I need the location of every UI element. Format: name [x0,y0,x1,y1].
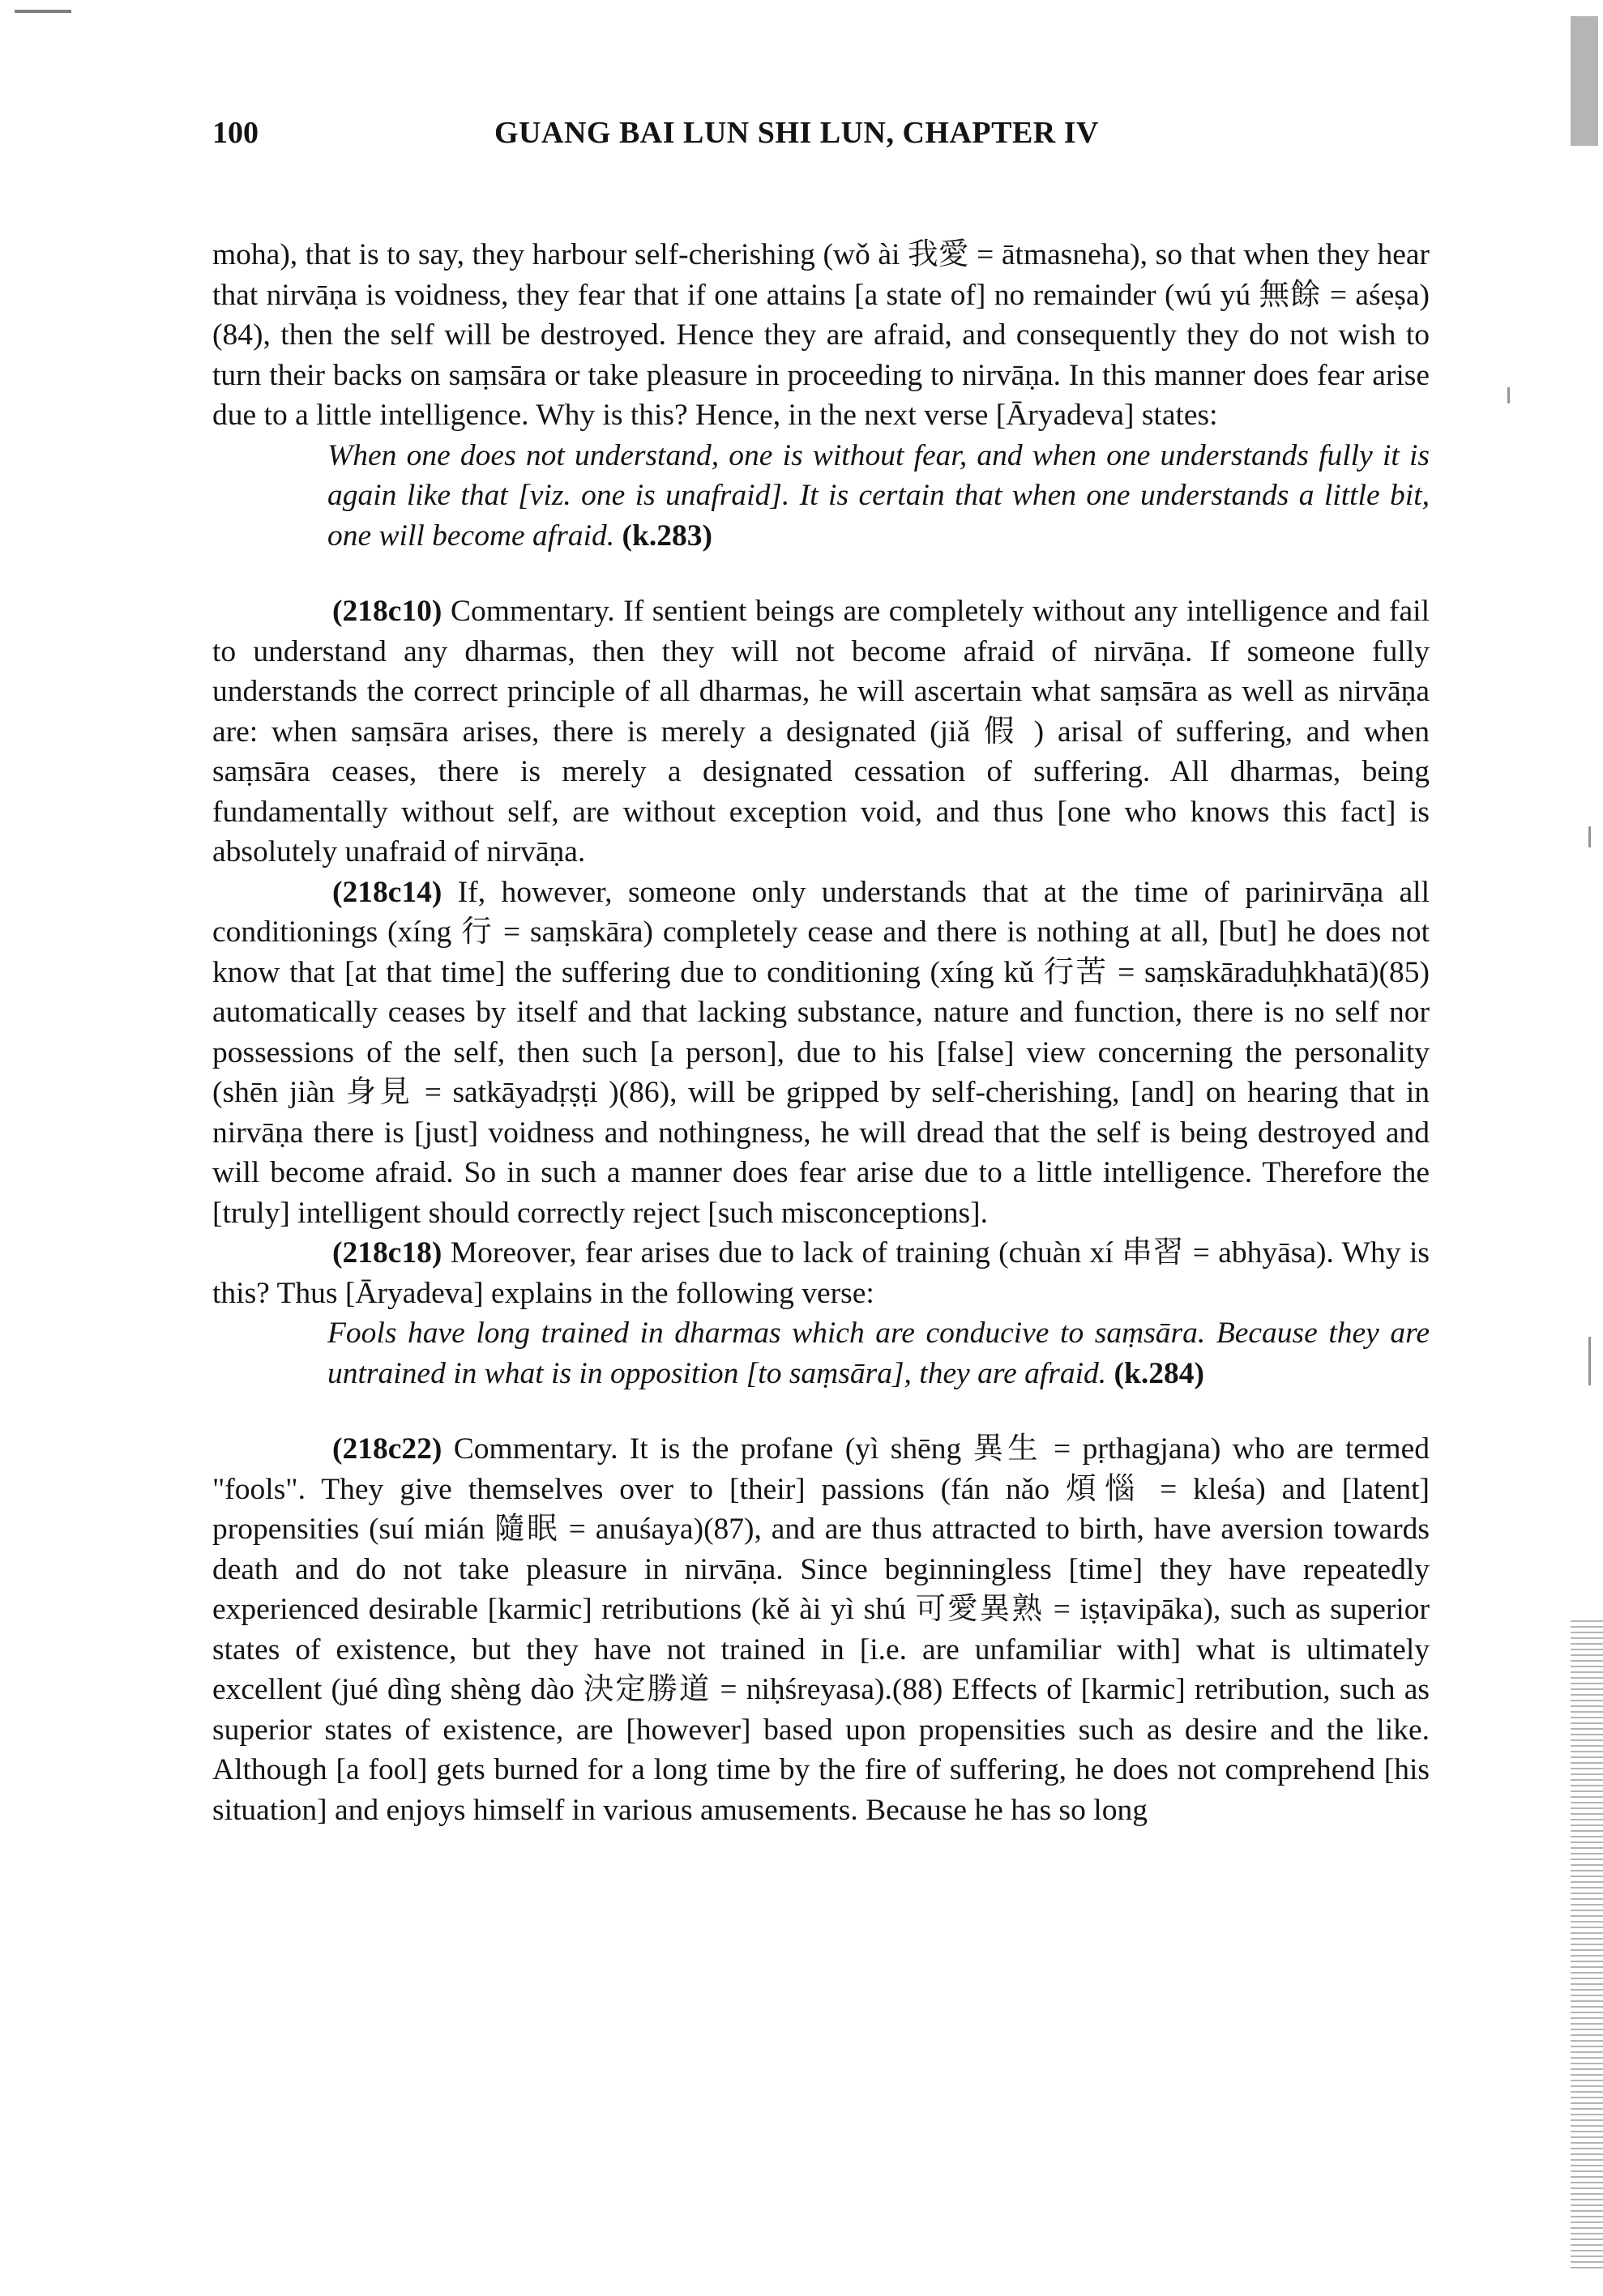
paragraph-label: (218c14) [332,875,442,909]
scan-corner-mark [15,10,71,13]
paragraph-text: Commentary. It is the profane (yì shēng 異生 = pṛthagjana) who are termed "fools". They give themselves over to [their] passions (fán nǎo 煩惱 = kleśa) and [latent] propensities (suí mián 隨眠 = anuśaya)(87), and are thus attracted to birth, have aversion towards death and do not take pleasure in nirvāṇa. Since beginningless [time] they have repeatedly experienced desirable [karmic] retributions (kě ài yì shú 可愛異熟 = iṣṭavipāka), such as superior states of existence, but they have not trained in [i.e. are unfamiliar with] what is ultimately excellent (jué dìng shèng dào 決定勝道 = niḥśreyasa).(88) Effects of [karmic] retribution, such as superior states of existence, are [however] based upon propensities such as desire and the like. Although [a fool] gets burned for a long time by the fire of suffering, he does not comprehend [his situation] and enjoys himself in various amusements. Because he has so long [212,1432,1430,1827]
verse-k284 [327,1313,1430,1393]
paragraph-text: If, however, someone only understands that at the time of parinirvāṇa all conditionings (xíng 行 = saṃskāra) completely cease and there is nothing at all, [but] he does not know that [at that time] the suffering due to conditioning (xíng kǔ 行苦 = saṃskāraduḥkhatā)(85) automatically ceases by itself and that lacking substance, nature and function, there is no self nor possessions of the self, then such [a person], due to his [false] view concerning the personality (shēn jiàn 身見 = satkāyadṛṣṭi )(86), will be gripped by self-cherishing, [and] on hearing that in nirvāṇa there is [just] voidness and nothingness, he will dread that the self is being destroyed and will become afraid. So in such a manner does fear arise due to a little intelligence. Therefore the [truly] intelligent should correctly reject [such misconceptions]. [212,875,1430,1230]
page-header [212,115,1428,160]
verse-reference: (k.284) [1114,1356,1205,1390]
body-text [212,235,1430,1830]
verse-text: When one does not understand, one is without fear, and when one understands fully it is again like that [viz. one is unafraid]. It is certain that when one understands a little bit, one will become afraid. [327,438,1430,553]
page-number: 100 [212,116,259,150]
paragraph-text: Commentary. If sentient beings are completely without any intelligence and fail to understand any dharmas, then they will not become afraid of nirvāṇa. If someone fully understands the correct principle of all dharmas, he will ascertain what saṃsāra as well as nirvāṇa are: when saṃsāra arises, there is merely a designated (jiǎ 假 ) arisal of suffering, and when saṃsāra ceases, there is merely a designated cessation of suffering. All dharmas, being fundamentally without self, are without exception void, and thus [one who knows this fact] is absolutely unafraid of nirvāṇa. [212,595,1430,868]
paragraph-label: (218c10) [332,595,442,628]
verse-reference: (k.283) [622,519,712,553]
paragraph-label: (218c18) [332,1236,442,1270]
scan-edge-noise [1571,1620,1603,2268]
spacer [212,1393,1430,1429]
paragraph-text: moha), that is to say, they harbour self-cherishing (wǒ ài 我愛 = ātmasneha), so that when they hear that nirvāṇa is voidness, they fear that if one attains [a state of] no remainder (wú yú 無餘 = aśeṣa)(84), then the self will be destroyed. Hence they are afraid, and consequently they do not wish to turn their backs on saṃsāra or take pleasure in proceeding to nirvāṇa. In this manner does fear arise due to a little intelligence. Why is this? Hence, in the next verse [Āryadeva] states: [212,238,1430,432]
paragraph-1 [212,235,1430,436]
scan-margin-tick [1588,1337,1591,1385]
paragraph-218c18 [212,1233,1430,1313]
verse-text: Fools have long trained in dharmas which are conducive to saṃsāra. Because they are untrained in what is in opposition [to saṃsāra], they are afraid. [327,1317,1430,1390]
scan-margin-tick [1588,826,1591,847]
running-title: GUANG BAI LUN SHI LUN, CHAPTER IV [494,116,1099,150]
scan-margin-tick [1507,387,1510,403]
spacer [212,556,1430,591]
scan-edge-shadow-top [1571,16,1598,146]
paragraph-text: Moreover, fear arises due to lack of training (chuàn xí 串習 = abhyāsa). Why is this? Thus [Āryadeva] explains in the following verse: [212,1236,1430,1310]
verse-k283 [327,436,1430,557]
paragraph-218c22 [212,1429,1430,1830]
paragraph-label: (218c22) [332,1432,442,1466]
paragraph-218c14 [212,873,1430,1234]
paragraph-218c10 [212,591,1430,873]
